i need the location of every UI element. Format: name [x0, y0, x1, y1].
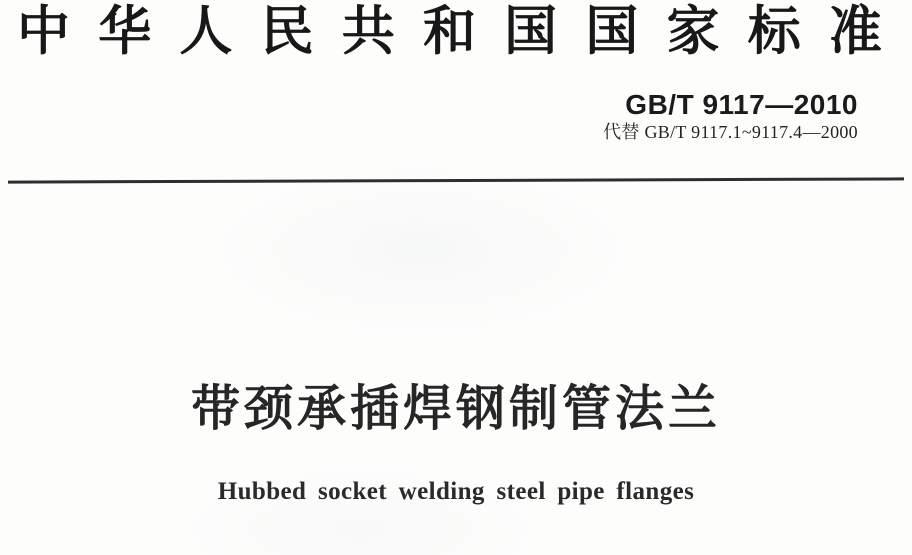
document-title-english: Hubbed socket welding steel pipe flanges [217, 478, 695, 505]
standard-code: GB/T 9117—2010 [625, 89, 858, 120]
header-character: 家 [666, 3, 720, 61]
header-character: 国 [585, 3, 639, 61]
header-character: 人 [179, 3, 233, 61]
header-character: 民 [260, 3, 314, 61]
header-divider-rule [8, 177, 904, 183]
document-title-chinese: 带颈承插焊钢制管法兰 [190, 382, 721, 436]
header-character: 华 [98, 3, 152, 61]
header-character: 和 [422, 3, 476, 61]
national-standard-header [17, 2, 882, 64]
header-character: 中 [17, 3, 70, 61]
header-character: 国 [504, 3, 558, 61]
standard-number-block [603, 90, 858, 142]
header-character: 准 [828, 3, 882, 61]
standard-replaces-note: 代替 GB/T 9117.1~9117.4—2000 [603, 122, 858, 142]
header-character: 共 [341, 3, 395, 61]
header-character: 标 [747, 3, 801, 61]
